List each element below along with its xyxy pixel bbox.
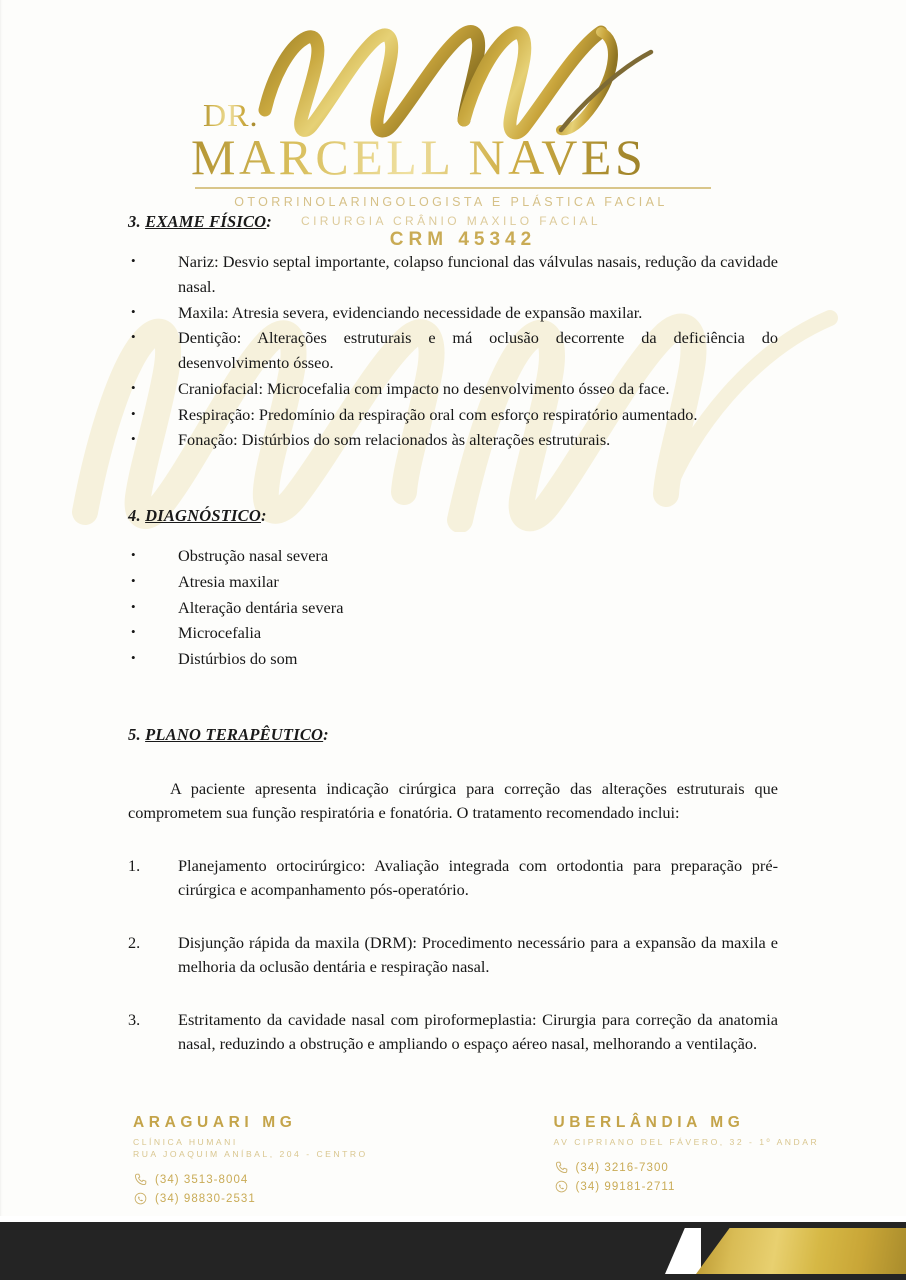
numbered-item-label: 1. xyxy=(128,855,141,875)
numbered-item-text: Planejamento ortocirúrgico: Avaliação integrada com ortodontia para preparação pré-cirúrgica e acompanhamento pós-operatório. xyxy=(178,855,778,900)
logo-name: MARCELL NAVES xyxy=(191,129,647,185)
gold-corner-accent xyxy=(696,1228,906,1274)
list-item xyxy=(0,326,906,376)
footer-location-uberlandia xyxy=(486,1114,906,1210)
section-number: 5. xyxy=(128,724,141,744)
logo-specialty-1: OTORRINOLARINGOLOGISTA E PLÁSTICA FACIAL xyxy=(234,195,668,209)
phone-number: (34) 3216-7300 xyxy=(575,1161,669,1174)
section-plano-terapeutico xyxy=(0,725,906,1057)
monogram-mn-icon xyxy=(265,32,651,133)
section-colon: : xyxy=(266,212,272,231)
footer-location-araguari xyxy=(0,1114,486,1210)
numbered-item-label: 3. xyxy=(128,1009,141,1029)
numbered-item-text: Disjunção rápida da maxila (DRM): Procedimento necessário para a expansão da maxila e melhoria da oclusão dentária e respiração nasal. xyxy=(178,932,778,977)
page-footer xyxy=(0,1114,906,1210)
list-item-text: Respiração: Predomínio da respiração oral com esforço respiratório aumentado. xyxy=(178,404,698,424)
section-number: 3. xyxy=(128,212,141,231)
numbered-item xyxy=(0,854,906,903)
section-heading-exame-fisico xyxy=(0,212,906,232)
list-item xyxy=(0,250,906,300)
clinic-city: ARAGUARI MG xyxy=(133,1114,297,1131)
logo-prefix: DR. xyxy=(203,97,259,133)
logo-crm: CRM 45342 xyxy=(389,229,537,246)
list-item xyxy=(0,596,906,621)
phone-number: (34) 3513-8004 xyxy=(155,1173,249,1186)
list-item-text: Atresia maxilar xyxy=(178,571,279,591)
bullet-icon: • xyxy=(131,405,136,421)
numbered-item-label: 2. xyxy=(128,932,141,952)
whatsapp-number: (34) 99181-2711 xyxy=(575,1180,676,1193)
whatsapp-row[interactable] xyxy=(554,1179,906,1194)
list-item-text: Obstrução nasal severa xyxy=(178,546,329,566)
section-diagnostico xyxy=(0,506,906,672)
list-item xyxy=(0,301,906,326)
diagnostico-list xyxy=(0,544,906,672)
phone-icon xyxy=(554,1160,569,1175)
list-item xyxy=(0,544,906,569)
exame-fisico-list xyxy=(0,250,906,453)
bullet-icon: • xyxy=(131,624,136,640)
numbered-item xyxy=(0,1008,906,1057)
logo-specialty-2: CIRURGIA CRÂNIO MAXILO FACIAL xyxy=(301,214,601,228)
list-item-text: Craniofacial: Microcefalia com impacto no desenvolvimento ósseo da face. xyxy=(178,378,670,398)
list-item-text: Distúrbios do som xyxy=(178,649,298,669)
clinic-address: RUA JOAQUIM ANÍBAL, 204 - CENTRO xyxy=(133,1149,368,1159)
clinic-address: AV CIPRIANO DEL FÁVERO, 32 - 1º ANDAR xyxy=(553,1137,820,1147)
section-colon: : xyxy=(323,724,329,744)
phone-row[interactable] xyxy=(554,1160,906,1175)
list-item xyxy=(0,403,906,428)
numbered-item xyxy=(0,931,906,980)
list-item-text: Dentição: Alterações estruturais e má oclusão decorrente da deficiência do desenvolvimento ósseo. xyxy=(178,328,778,373)
list-item xyxy=(0,570,906,595)
clinic-name: CLÍNICA HUMANI xyxy=(133,1137,238,1147)
list-item-text: Maxila: Atresia severa, evidenciando necessidade de expansão maxilar. xyxy=(178,302,643,322)
plano-intro-paragraph: A paciente apresenta indicação cirúrgica para correção das alterações estruturais que comprometem sua função respiratória e fonatória. O tratamento recomendado inclui: xyxy=(128,778,778,823)
whatsapp-icon xyxy=(133,1191,148,1206)
contact-block xyxy=(554,1160,906,1194)
list-item-text: Microcefalia xyxy=(178,623,262,643)
phone-icon xyxy=(133,1172,148,1187)
bullet-icon: • xyxy=(131,303,136,319)
bullet-icon: • xyxy=(131,650,136,666)
section-title: DIAGNÓSTICO xyxy=(145,506,261,526)
list-item-text: Fonação: Distúrbios do som relacionados às alterações estruturais. xyxy=(178,430,611,450)
list-item xyxy=(0,428,906,453)
whatsapp-icon xyxy=(554,1179,569,1194)
phone-row[interactable] xyxy=(133,1172,486,1187)
whatsapp-number: (34) 98830-2531 xyxy=(155,1192,256,1205)
bullet-icon: • xyxy=(131,431,136,447)
bullet-icon: • xyxy=(131,379,136,395)
section-heading-plano-terapeutico xyxy=(0,725,906,745)
section-title: EXAME FÍSICO xyxy=(145,212,267,231)
section-exame-fisico xyxy=(0,212,906,453)
section-number: 4. xyxy=(128,506,141,526)
list-item xyxy=(0,621,906,646)
list-item xyxy=(0,647,906,672)
bullet-icon: • xyxy=(131,253,136,268)
bullet-icon: • xyxy=(131,572,136,588)
bullet-icon: • xyxy=(131,329,136,345)
bullet-icon: • xyxy=(131,547,136,563)
bullet-icon: • xyxy=(131,598,136,614)
document-content xyxy=(0,212,906,1056)
clinic-city: UBERLÂNDIA MG xyxy=(553,1114,745,1131)
section-title: PLANO TERAPÊUTICO xyxy=(145,724,324,744)
numbered-item-text: Estritamento da cavidade nasal com piroformeplastia: Cirurgia para correção da anatomia nasal, reduzindo a obstrução e ampliando o espaço aéreo nasal, melhorando a ventilação. xyxy=(178,1009,778,1054)
section-colon: : xyxy=(261,506,267,526)
list-item-text: Alteração dentária severa xyxy=(178,597,344,617)
list-item xyxy=(0,377,906,402)
section-heading-diagnostico xyxy=(0,506,906,526)
list-item-text: Nariz: Desvio septal importante, colapso funcional das válvulas nasais, redução da cavidade nasal. xyxy=(178,252,778,296)
whatsapp-row[interactable] xyxy=(133,1191,486,1206)
contact-block xyxy=(133,1172,486,1206)
